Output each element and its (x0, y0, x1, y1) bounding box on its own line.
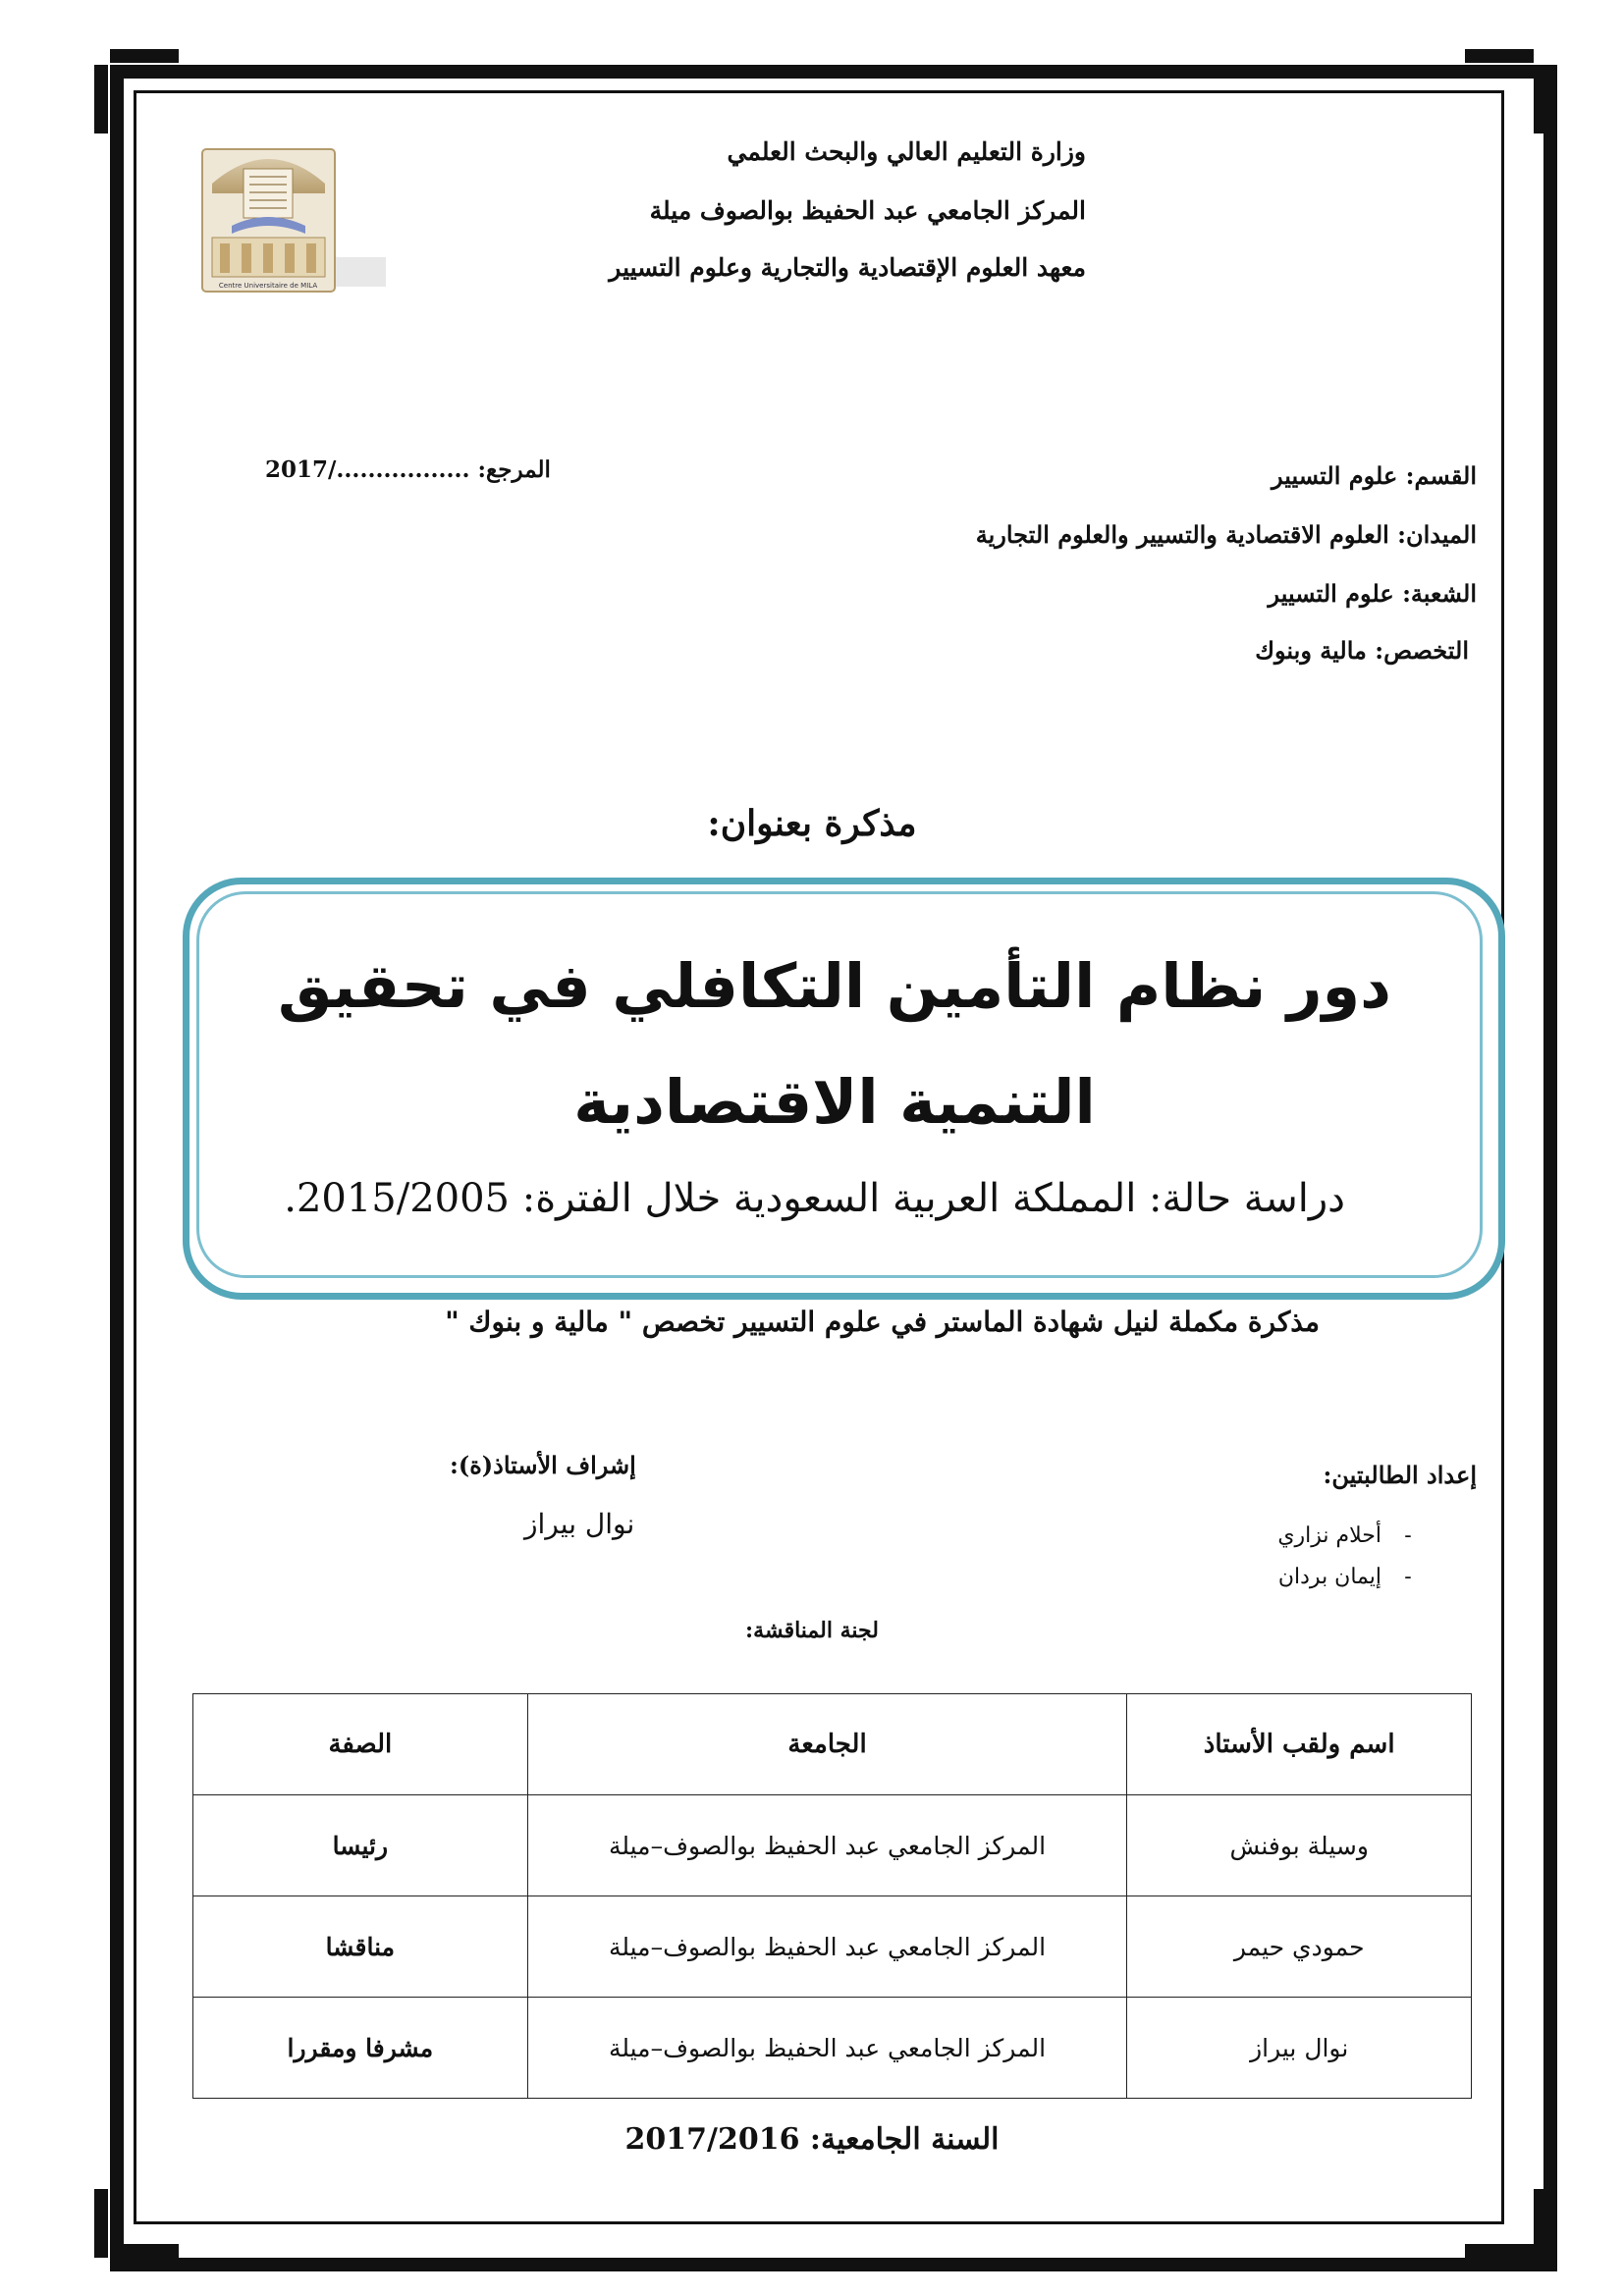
member-university: المركز الجامعي عبد الحفيظ بوالصوف–ميلة (527, 1795, 1127, 1896)
frame-corner-mark (1465, 49, 1534, 63)
institute-name: معهد العلوم الإقتصادية والتجارية وعلوم التسيير (609, 253, 1086, 282)
case-study-subtitle: دراسة حالة: المملكة العربية السعودية خلال الفترة: 2015/2005. (284, 1176, 1345, 1221)
department-line: القسم: علوم التسيير (1272, 461, 1477, 490)
student-name: أحلام نزاري (1277, 1523, 1381, 1548)
committee-label: لجنة المناقشة: (745, 1618, 879, 1643)
frame-corner-mark (94, 65, 108, 133)
frame-corner-mark (1534, 65, 1547, 133)
committee-table (192, 1693, 1472, 2099)
thesis-title-line-1: دور نظام التأمين التكافلي في تحقيق (278, 950, 1391, 1022)
column-header: الجامعة (527, 1694, 1127, 1795)
column-header: اسم ولقب الأستاذ (1127, 1694, 1472, 1795)
student-name: إيمان بردان (1277, 1565, 1381, 1589)
reference-number: المرجع: ................./2017 (265, 456, 551, 483)
member-role: رئيسا (193, 1795, 528, 1896)
column-header: الصفة (193, 1694, 528, 1795)
member-university: المركز الجامعي عبد الحفيظ بوالصوف–ميلة (527, 1896, 1127, 1998)
branch-line: الشعبة: علوم التسيير (1268, 579, 1477, 608)
bullet-dash: - (1404, 1523, 1412, 1548)
logo-caption: Centre Universitaire de MILA (218, 282, 318, 290)
ministry-name: وزارة التعليم العالي والبحث العلمي (727, 137, 1086, 166)
frame-corner-mark (1534, 2189, 1547, 2258)
member-role: مشرفا ومقررا (193, 1998, 528, 2099)
university-logo (192, 139, 389, 306)
university-name: المركز الجامعي عبد الحفيظ بوالصوف ميلة (649, 196, 1086, 225)
supervisor-name: نوال بيراز (524, 1508, 635, 1540)
frame-corner-mark (110, 49, 179, 63)
frame-corner-mark (1465, 2244, 1534, 2258)
frame-corner-mark (110, 2244, 179, 2258)
member-university: المركز الجامعي عبد الحفيظ بوالصوف–ميلة (527, 1998, 1127, 2099)
bullet-dash: - (1404, 1565, 1412, 1589)
member-role: مناقشا (193, 1896, 528, 1998)
member-name: نوال بيراز (1127, 1998, 1472, 2099)
thesis-title-line-2: التنمية الاقتصادية (573, 1066, 1096, 1138)
table-row (193, 1795, 1472, 1896)
member-name: وسيلة بوفنش (1127, 1795, 1472, 1896)
academic-year: السنة الجامعية: 2017/2016 (624, 2122, 1000, 2157)
member-name: حمودي حيمر (1127, 1896, 1472, 1998)
student-item (1278, 1565, 1428, 1589)
table-row (193, 1998, 1472, 2099)
table-header-row (193, 1694, 1472, 1795)
students-label: إعداد الطالبتين: (1323, 1461, 1477, 1489)
degree-statement: مذكرة مكملة لنيل شهادة الماستر في علوم التسيير تخصص " مالية و بنوك " (445, 1306, 1320, 1338)
supervisor-label: إشراف الأستاذ(ة): (450, 1451, 636, 1479)
memo-label: مذكرة بعنوان: (707, 803, 917, 844)
student-item (1277, 1523, 1428, 1548)
frame-corner-mark (94, 2189, 108, 2258)
table-row (193, 1896, 1472, 1998)
specialty-line: التخصص: مالية وبنوك (1255, 636, 1469, 665)
field-line: الميدان: العلوم الاقتصادية والتسيير والعلوم التجارية (975, 520, 1477, 549)
